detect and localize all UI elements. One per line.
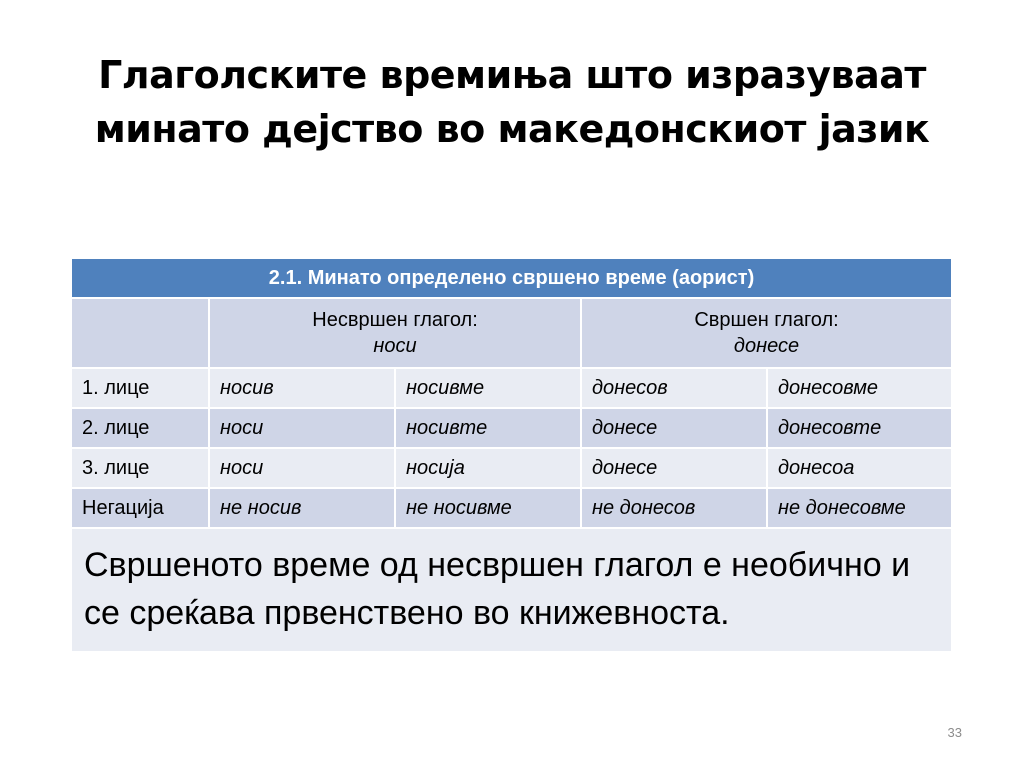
verb-type-row (71, 298, 952, 368)
table-cell: донесовте (767, 408, 952, 448)
table-cell: носив (209, 368, 395, 408)
table-cell: донесе (581, 448, 767, 488)
table-cell: донесов (581, 368, 767, 408)
table-row (71, 448, 952, 488)
row-label: 1. лице (71, 368, 209, 408)
table-header: 2.1. Минато определено свршено време (аорист) (71, 258, 952, 298)
table-cell: носивме (395, 368, 581, 408)
table-header-row (71, 258, 952, 298)
note-row (71, 528, 952, 652)
table-cell: донесоа (767, 448, 952, 488)
table-row (71, 488, 952, 528)
perfective-verb: донесе (733, 335, 800, 357)
table-cell: носи (209, 408, 395, 448)
row-label: 3. лице (71, 448, 209, 488)
slide-title-line-1: Глаголските времиња што изразуваат (98, 53, 926, 97)
table-cell: носи (209, 448, 395, 488)
perfective-header (581, 298, 952, 368)
empty-cell (71, 298, 209, 368)
table-cell: не донесов (581, 488, 767, 528)
perfective-label: Свршен глагол: (694, 309, 839, 331)
table-cell: донесовме (767, 368, 952, 408)
row-label: Негација (71, 488, 209, 528)
table-cell: носија (395, 448, 581, 488)
slide-title (90, 48, 934, 156)
table-row (71, 408, 952, 448)
table-cell: донесе (581, 408, 767, 448)
table-cell: не носивме (395, 488, 581, 528)
table-cell: не донесовме (767, 488, 952, 528)
table-cell: носивте (395, 408, 581, 448)
slide-title-line-2: минато дејство во македонскиот јазик (94, 107, 930, 151)
note-text: Свршеното време од несвршен глагол е необично и се среќава првенствено во книжевноста. (71, 528, 952, 652)
row-label: 2. лице (71, 408, 209, 448)
table-cell: не носив (209, 488, 395, 528)
page-number: 33 (947, 725, 962, 740)
imperfective-verb: носи (373, 335, 417, 357)
conjugation-table (70, 257, 953, 653)
imperfective-header (209, 298, 581, 368)
imperfective-label: Несвршен глагол: (312, 309, 478, 331)
table-row (71, 368, 952, 408)
